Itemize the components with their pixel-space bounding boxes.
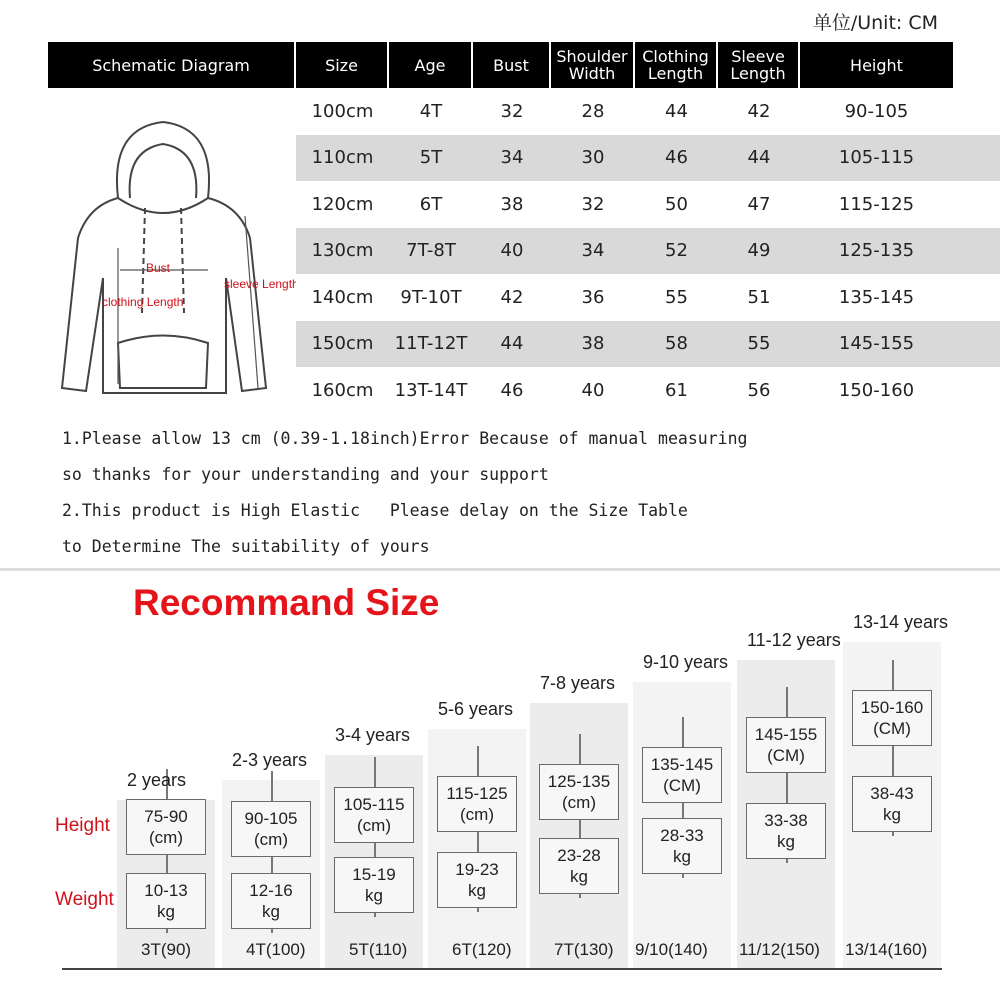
table-row bbox=[296, 274, 1000, 321]
table-cell: 105-115 bbox=[838, 147, 915, 169]
height-range-box bbox=[746, 717, 826, 773]
header-shoulder-width: Shoulder Width bbox=[551, 42, 635, 88]
diagram-label-sleeve: sleeve Length bbox=[224, 277, 296, 291]
table-cell: 46 bbox=[500, 379, 524, 401]
height-range: 75-90 bbox=[144, 807, 188, 826]
table-row bbox=[296, 181, 1000, 228]
age-label: 2-3 years bbox=[232, 750, 308, 770]
weight-unit: kg bbox=[365, 886, 383, 905]
table-cell: 34 bbox=[581, 240, 605, 262]
table-cell: 52 bbox=[665, 240, 688, 262]
table-cell: 135-145 bbox=[838, 286, 915, 308]
weight-unit: kg bbox=[883, 805, 901, 824]
table-cell: 36 bbox=[581, 286, 605, 308]
recommend-column bbox=[843, 642, 941, 970]
table-cell: 55 bbox=[665, 286, 688, 308]
table-cell: 51 bbox=[747, 286, 771, 308]
weight-unit: kg bbox=[262, 902, 280, 921]
weight-unit: kg bbox=[673, 847, 691, 866]
table-cell: 61 bbox=[665, 379, 688, 401]
table-cell: 7T-8T bbox=[406, 240, 456, 262]
table-cell: 44 bbox=[500, 333, 524, 355]
table-cell: 160cm bbox=[311, 379, 374, 401]
table-cell: 6T bbox=[419, 193, 443, 215]
table-cell: 4T bbox=[419, 100, 443, 122]
table-cell: 100cm bbox=[311, 100, 374, 122]
height-range: 90-105 bbox=[244, 809, 298, 828]
header-age: Age bbox=[389, 42, 473, 88]
section-divider bbox=[0, 568, 1000, 571]
weight-range-box bbox=[334, 857, 414, 913]
header-bust: Bust bbox=[473, 42, 551, 88]
height-unit: (cm) bbox=[149, 828, 183, 847]
weight-range: 12-16 bbox=[249, 881, 293, 900]
height-range: 125-135 bbox=[547, 772, 611, 791]
table-cell: 32 bbox=[581, 193, 605, 215]
table-cell: 11T-12T bbox=[394, 333, 468, 355]
table-cell: 44 bbox=[747, 147, 771, 169]
weight-range: 38-43 bbox=[870, 784, 914, 803]
height-unit: (cm) bbox=[254, 830, 288, 849]
height-range-box bbox=[126, 799, 206, 855]
table-cell: 56 bbox=[747, 379, 771, 401]
table-cell: 40 bbox=[581, 379, 605, 401]
table-cell: 30 bbox=[581, 147, 605, 169]
recommend-column bbox=[633, 682, 731, 970]
header-height: Height bbox=[850, 55, 903, 75]
weight-range: 15-19 bbox=[352, 865, 396, 884]
size-label: 9/10(140) bbox=[635, 940, 708, 959]
table-cell: 34 bbox=[500, 147, 524, 169]
table-cell: 13T-14T bbox=[394, 379, 468, 401]
height-unit: (cm) bbox=[460, 805, 494, 824]
age-label: 2 years bbox=[127, 770, 187, 790]
table-cell: 130cm bbox=[311, 240, 374, 262]
table-cell: 125-135 bbox=[838, 240, 915, 262]
unit-label: 单位/Unit: CM bbox=[812, 12, 938, 34]
age-label: 5-6 years bbox=[438, 699, 514, 719]
weight-range: 19-23 bbox=[455, 860, 499, 879]
height-range-box bbox=[642, 747, 722, 803]
note-line-1: 1.Please allow 13 cm (0.39-1.18inch)Error Because of manual measuring bbox=[62, 429, 748, 448]
header-size: Size bbox=[296, 42, 389, 88]
height-unit: (cm) bbox=[562, 793, 596, 812]
size-label: 11/12(150) bbox=[739, 940, 820, 959]
table-cell: 42 bbox=[500, 286, 524, 308]
height-range: 135-145 bbox=[650, 755, 714, 774]
weight-range: 28-33 bbox=[660, 826, 704, 845]
baseline bbox=[62, 968, 942, 970]
table-cell: 5T bbox=[419, 147, 443, 169]
table-cell: 38 bbox=[581, 333, 605, 355]
weight-unit: kg bbox=[157, 902, 175, 921]
weight-range-box bbox=[231, 873, 311, 929]
weight-label: Weight bbox=[55, 889, 114, 910]
hoodie-diagram bbox=[48, 88, 296, 414]
height-unit: (CM) bbox=[873, 719, 911, 738]
age-label: 11-12 years bbox=[747, 630, 841, 650]
diagram-label-bust: Bust bbox=[146, 261, 171, 275]
height-range: 105-115 bbox=[343, 795, 405, 814]
weight-range: 33-38 bbox=[764, 811, 808, 830]
note-line-4: to Determine The suitability of yours bbox=[62, 537, 430, 556]
size-label: 4T(100) bbox=[246, 940, 306, 959]
height-range: 145-155 bbox=[754, 725, 818, 744]
size-label: 7T(130) bbox=[554, 940, 614, 959]
weight-unit: kg bbox=[570, 867, 588, 886]
table-cell: 49 bbox=[747, 240, 771, 262]
diagram-label-clothing: clothing Length bbox=[102, 295, 184, 309]
weight-range-box bbox=[746, 803, 826, 859]
size-label: 5T(110) bbox=[349, 940, 408, 959]
recommend-column bbox=[428, 729, 526, 970]
note-line-3: 2.This product is High Elastic Please delay on the Size Table bbox=[62, 501, 688, 520]
weight-range: 23-28 bbox=[557, 846, 601, 865]
height-range-box bbox=[334, 787, 414, 843]
height-label: Height bbox=[55, 815, 110, 836]
weight-range: 10-13 bbox=[144, 881, 188, 900]
header-sleeve-length: Sleeve Length bbox=[718, 42, 800, 88]
recommend-title: Recommand Size bbox=[133, 582, 440, 623]
height-range-box bbox=[539, 764, 619, 820]
table-cell: 115-125 bbox=[838, 193, 915, 215]
table-row bbox=[296, 321, 1000, 368]
age-label: 7-8 years bbox=[540, 673, 616, 693]
table-cell: 55 bbox=[747, 333, 771, 355]
table-row bbox=[296, 228, 1000, 275]
recommend-column bbox=[325, 755, 423, 970]
height-range: 115-125 bbox=[446, 784, 508, 803]
weight-range-box bbox=[539, 838, 619, 894]
height-range-box bbox=[231, 801, 311, 857]
table-cell: 32 bbox=[500, 100, 524, 122]
table-row bbox=[296, 135, 1000, 182]
weight-range-box bbox=[642, 818, 722, 874]
height-range: 150-160 bbox=[860, 698, 924, 717]
age-label: 9-10 years bbox=[643, 652, 729, 672]
table-cell: 150cm bbox=[311, 333, 374, 355]
weight-range-box bbox=[437, 852, 517, 908]
notes bbox=[62, 426, 747, 570]
table-cell: 28 bbox=[581, 100, 605, 122]
height-unit: (CM) bbox=[767, 746, 805, 765]
table-cell: 38 bbox=[500, 193, 524, 215]
weight-range-box bbox=[852, 776, 932, 832]
size-label: 13/14(160) bbox=[845, 940, 928, 959]
weight-range-box bbox=[126, 873, 206, 929]
header-schematic-diagram: Schematic Diagram bbox=[48, 42, 296, 88]
table-header bbox=[48, 42, 953, 88]
height-range-box bbox=[437, 776, 517, 832]
table-cell: 150-160 bbox=[838, 379, 915, 401]
hoodie-sketch bbox=[48, 88, 296, 414]
table-cell: 140cm bbox=[311, 286, 374, 308]
weight-unit: kg bbox=[777, 832, 795, 851]
table-cell: 47 bbox=[747, 193, 771, 215]
recommend-column bbox=[530, 703, 628, 970]
size-table bbox=[48, 42, 953, 414]
height-unit: (CM) bbox=[663, 776, 701, 795]
table-cell: 44 bbox=[665, 100, 688, 122]
weight-unit: kg bbox=[468, 881, 486, 900]
age-label: 3-4 years bbox=[335, 725, 411, 745]
table-row bbox=[296, 88, 1000, 135]
table-cell: 120cm bbox=[311, 193, 374, 215]
table-cell: 145-155 bbox=[838, 333, 915, 355]
table-cell: 110cm bbox=[311, 147, 374, 169]
table-cell: 50 bbox=[665, 193, 688, 215]
age-label: 13-14 years bbox=[853, 612, 949, 632]
table-cell: 46 bbox=[665, 147, 688, 169]
recommend-column bbox=[737, 660, 835, 970]
table-row bbox=[296, 367, 1000, 414]
table-cell: 9T-10T bbox=[400, 286, 462, 308]
size-label: 3T(90) bbox=[141, 940, 192, 959]
size-label: 6T(120) bbox=[452, 940, 512, 959]
height-unit: (cm) bbox=[357, 816, 391, 835]
table-cell: 40 bbox=[500, 240, 524, 262]
table-cell: 58 bbox=[665, 333, 688, 355]
height-range-box bbox=[852, 690, 932, 746]
header-clothing-length: Clothing Length bbox=[635, 42, 718, 88]
note-line-2: so thanks for your understanding and your support bbox=[62, 465, 549, 484]
table-cell: 42 bbox=[747, 100, 771, 122]
table-cell: 90-105 bbox=[844, 100, 909, 122]
